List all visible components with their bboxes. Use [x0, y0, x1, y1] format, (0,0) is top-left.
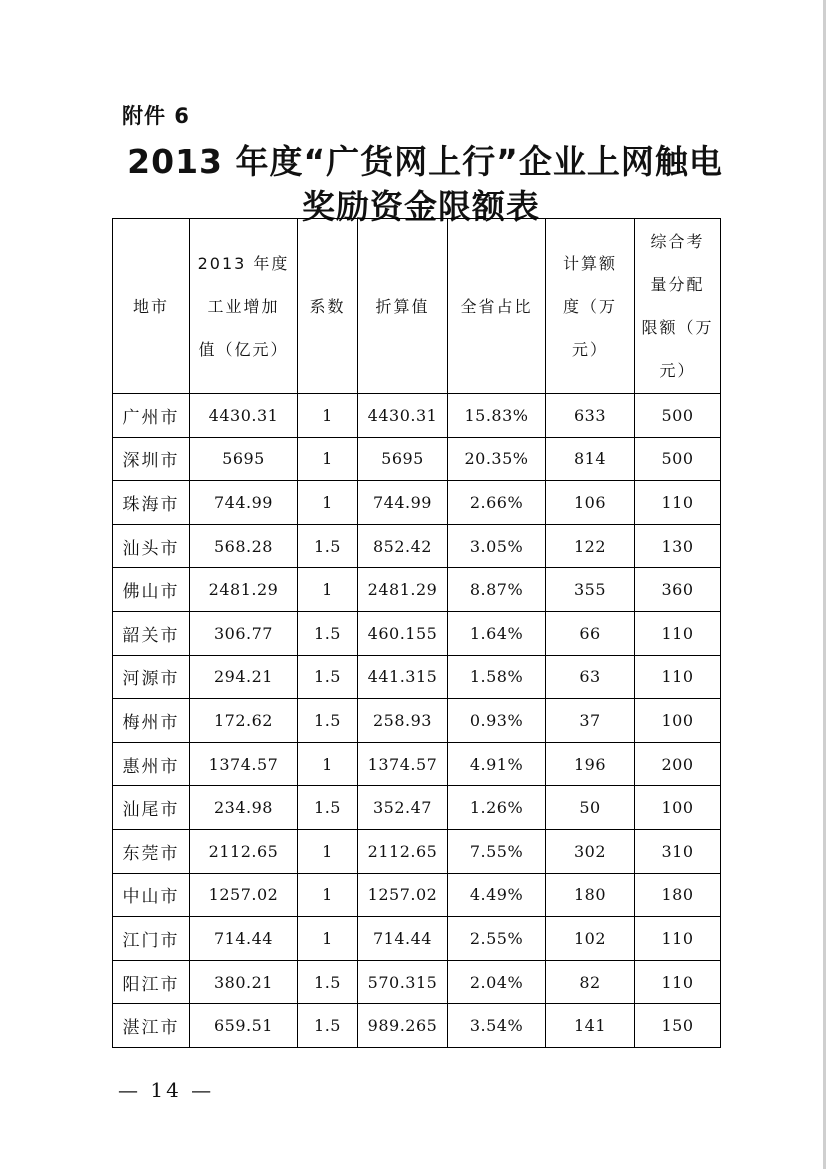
- share-cell: 2.66%: [448, 481, 546, 525]
- table-row: [113, 829, 721, 873]
- share-cell: 0.93%: [448, 699, 546, 743]
- value-added-cell: 294.21: [190, 655, 298, 699]
- value-added-cell: 234.98: [190, 786, 298, 830]
- value-added-cell: 2112.65: [190, 829, 298, 873]
- allocated-cell: 500: [635, 394, 721, 438]
- table-row: [113, 917, 721, 961]
- computed-cell: 180: [546, 873, 635, 917]
- header-value-added: [190, 219, 298, 394]
- share-cell: 1.58%: [448, 655, 546, 699]
- converted-cell: 441.315: [358, 655, 448, 699]
- coefficient-cell: 1.5: [298, 699, 358, 743]
- header-line: 折算值: [375, 296, 430, 316]
- city-cell: 深圳市: [113, 437, 190, 481]
- converted-cell: 4430.31: [358, 394, 448, 438]
- computed-cell: 106: [546, 481, 635, 525]
- converted-cell: 989.265: [358, 1004, 448, 1048]
- city-cell: 江门市: [113, 917, 190, 961]
- computed-cell: 122: [546, 524, 635, 568]
- value-added-cell: 744.99: [190, 481, 298, 525]
- page-number: — 14 —: [118, 1078, 215, 1102]
- table-row: [113, 437, 721, 481]
- header-line: 量分配: [650, 275, 705, 294]
- coefficient-cell: 1.5: [298, 655, 358, 699]
- city-cell: 东莞市: [113, 829, 190, 873]
- page-subtitle: 奖励资金限额表: [302, 187, 540, 226]
- table-body: [113, 394, 721, 1048]
- table-row: [113, 786, 721, 830]
- header-converted: [358, 219, 448, 394]
- header-line: 工业增加: [207, 296, 280, 316]
- header-line: 地市: [132, 296, 169, 316]
- allocated-cell: 110: [635, 960, 721, 1004]
- table-row: [113, 611, 721, 655]
- value-added-cell: 380.21: [190, 960, 298, 1004]
- computed-cell: 102: [546, 917, 635, 961]
- city-cell: 河源市: [113, 655, 190, 699]
- table-row: [113, 568, 721, 612]
- coefficient-cell: 1: [298, 481, 358, 525]
- header-allocated: [635, 219, 721, 394]
- city-cell: 汕尾市: [113, 786, 190, 830]
- value-added-cell: 172.62: [190, 699, 298, 743]
- coefficient-cell: 1.5: [298, 786, 358, 830]
- computed-cell: 196: [546, 742, 635, 786]
- value-added-cell: 1374.57: [190, 742, 298, 786]
- share-cell: 1.64%: [448, 611, 546, 655]
- city-cell: 湛江市: [113, 1004, 190, 1048]
- allocated-cell: 110: [635, 611, 721, 655]
- table-row: [113, 699, 721, 743]
- value-added-cell: 659.51: [190, 1004, 298, 1048]
- header-line: 度（万: [562, 296, 617, 316]
- coefficient-cell: 1.5: [298, 524, 358, 568]
- value-added-cell: 2481.29: [190, 568, 298, 612]
- table-row: [113, 873, 721, 917]
- coefficient-cell: 1: [298, 437, 358, 481]
- coefficient-cell: 1.5: [298, 611, 358, 655]
- table-row: [113, 524, 721, 568]
- coefficient-cell: 1: [298, 394, 358, 438]
- value-added-cell: 5695: [190, 437, 298, 481]
- header-line: 综合考: [650, 232, 705, 251]
- converted-cell: 2112.65: [358, 829, 448, 873]
- allocated-cell: 100: [635, 786, 721, 830]
- share-cell: 4.49%: [448, 873, 546, 917]
- converted-cell: 1257.02: [358, 873, 448, 917]
- city-cell: 汕头市: [113, 524, 190, 568]
- converted-cell: 852.42: [358, 524, 448, 568]
- header-city: [113, 219, 190, 394]
- computed-cell: 355: [546, 568, 635, 612]
- table-row: [113, 481, 721, 525]
- header-computed: [546, 219, 635, 394]
- city-cell: 韶关市: [113, 611, 190, 655]
- table-row: [113, 655, 721, 699]
- computed-cell: 37: [546, 699, 635, 743]
- table-row: [113, 960, 721, 1004]
- allocated-cell: 110: [635, 917, 721, 961]
- table-row: [113, 742, 721, 786]
- table-header-row: [113, 219, 721, 394]
- converted-cell: 714.44: [358, 917, 448, 961]
- header-line: 元）: [571, 339, 608, 359]
- computed-cell: 82: [546, 960, 635, 1004]
- coefficient-cell: 1.5: [298, 960, 358, 1004]
- converted-cell: 460.155: [358, 611, 448, 655]
- header-share: [448, 219, 546, 394]
- attachment-label: 附件 6: [122, 104, 190, 128]
- share-cell: 2.04%: [448, 960, 546, 1004]
- allocated-cell: 500: [635, 437, 721, 481]
- header-line: 计算额: [562, 253, 617, 273]
- allocation-table: [112, 218, 721, 1048]
- allocated-cell: 360: [635, 568, 721, 612]
- share-cell: 2.55%: [448, 917, 546, 961]
- computed-cell: 141: [546, 1004, 635, 1048]
- converted-cell: 744.99: [358, 481, 448, 525]
- allocated-cell: 310: [635, 829, 721, 873]
- page-title: 2013 年度“广货网上行”企业上网触电: [127, 142, 723, 181]
- share-cell: 7.55%: [448, 829, 546, 873]
- converted-cell: 258.93: [358, 699, 448, 743]
- computed-cell: 63: [546, 655, 635, 699]
- converted-cell: 5695: [358, 437, 448, 481]
- city-cell: 广州市: [113, 394, 190, 438]
- allocated-cell: 100: [635, 699, 721, 743]
- header-line: 限额（万: [641, 318, 714, 337]
- allocated-cell: 130: [635, 524, 721, 568]
- coefficient-cell: 1: [298, 873, 358, 917]
- allocated-cell: 200: [635, 742, 721, 786]
- share-cell: 4.91%: [448, 742, 546, 786]
- coefficient-cell: 1: [298, 829, 358, 873]
- coefficient-cell: 1: [298, 917, 358, 961]
- header-line: 元）: [659, 361, 696, 380]
- table-row: [113, 394, 721, 438]
- city-cell: 梅州市: [113, 699, 190, 743]
- share-cell: 3.54%: [448, 1004, 546, 1048]
- share-cell: 3.05%: [448, 524, 546, 568]
- city-cell: 阳江市: [113, 960, 190, 1004]
- converted-cell: 570.315: [358, 960, 448, 1004]
- computed-cell: 814: [546, 437, 635, 481]
- header-line: 系数: [309, 296, 346, 316]
- city-cell: 珠海市: [113, 481, 190, 525]
- value-added-cell: 568.28: [190, 524, 298, 568]
- share-cell: 1.26%: [448, 786, 546, 830]
- header-line: 2013 年度: [197, 253, 290, 273]
- allocated-cell: 180: [635, 873, 721, 917]
- value-added-cell: 714.44: [190, 917, 298, 961]
- coefficient-cell: 1.5: [298, 1004, 358, 1048]
- city-cell: 惠州市: [113, 742, 190, 786]
- value-added-cell: 4430.31: [190, 394, 298, 438]
- computed-cell: 633: [546, 394, 635, 438]
- coefficient-cell: 1: [298, 568, 358, 612]
- allocated-cell: 150: [635, 1004, 721, 1048]
- share-cell: 8.87%: [448, 568, 546, 612]
- allocated-cell: 110: [635, 655, 721, 699]
- converted-cell: 1374.57: [358, 742, 448, 786]
- computed-cell: 302: [546, 829, 635, 873]
- value-added-cell: 1257.02: [190, 873, 298, 917]
- header-line: 全省占比: [460, 296, 533, 316]
- share-cell: 15.83%: [448, 394, 546, 438]
- converted-cell: 352.47: [358, 786, 448, 830]
- header-coefficient: [298, 219, 358, 394]
- table-row: [113, 1004, 721, 1048]
- allocated-cell: 110: [635, 481, 721, 525]
- converted-cell: 2481.29: [358, 568, 448, 612]
- city-cell: 中山市: [113, 873, 190, 917]
- value-added-cell: 306.77: [190, 611, 298, 655]
- share-cell: 20.35%: [448, 437, 546, 481]
- city-cell: 佛山市: [113, 568, 190, 612]
- computed-cell: 66: [546, 611, 635, 655]
- header-line: 值（亿元）: [198, 339, 289, 359]
- computed-cell: 50: [546, 786, 635, 830]
- coefficient-cell: 1: [298, 742, 358, 786]
